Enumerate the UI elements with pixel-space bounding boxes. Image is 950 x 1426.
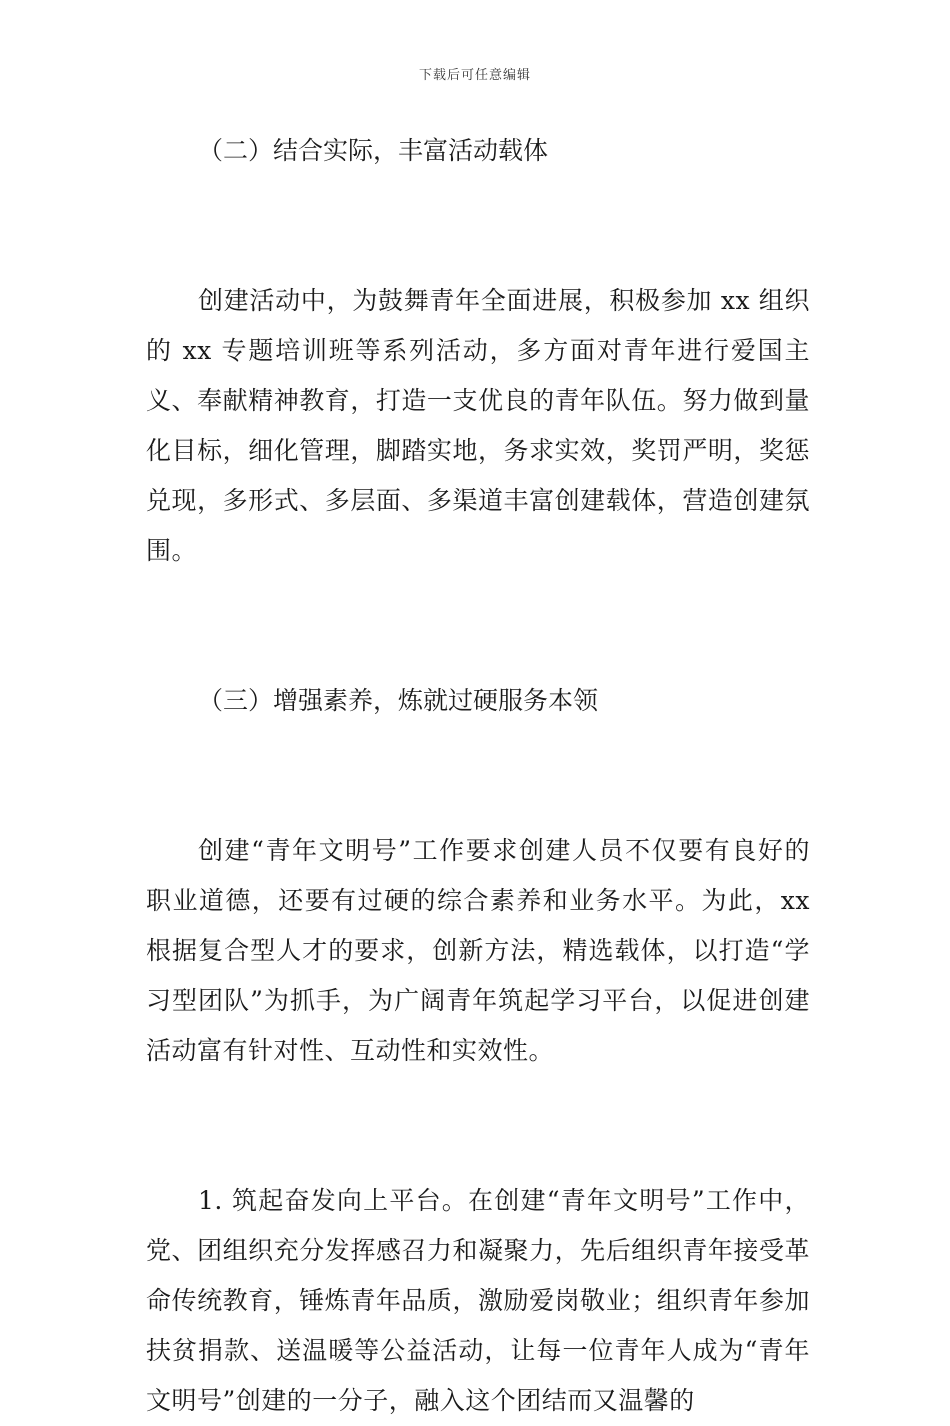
paragraph-gap <box>146 626 810 676</box>
section-heading-2: （二）结合实际，丰富活动载体 <box>198 136 549 165</box>
header-note: 下载后可任意编辑 <box>418 68 531 83</box>
paragraph-quality: 创建“青年文明号”工作要求创建人员不仅要有良好的职业道德，还要有过硬的综合素养和业务水平。为此，xx 根据复合型人才的要求，创新方法，精选载体，以打造“学习型团队”为抓手，为广阔青年筑起学习平台，以促进创建活动富有针对性、互动性和实效性。 <box>146 836 810 1065</box>
paragraph-gap <box>146 1076 810 1126</box>
paragraph-activity: 创建活动中，为鼓舞青年全面进展，积极参加 xx 组织的 xx 专题培训班等系列活动，多方面对青年进行爱国主义、奉献精神教育，打造一支优良的青年队伍。努力做到量化目标，细化管理，脚踏实地，务求实效，奖罚严明，奖惩兑现，多形式、多层面、多渠道丰富创建载体，营造创建氛围。 <box>146 286 810 565</box>
paragraph-gap <box>146 176 810 226</box>
paragraph-gap <box>146 576 810 626</box>
section-heading-3: （三）增强素养，炼就过硬服务本领 <box>198 686 599 715</box>
paragraph-gap <box>146 776 810 826</box>
paragraph-gap <box>146 226 810 276</box>
paragraph-gap <box>146 1126 810 1176</box>
paragraph-platform: 1. 筑起奋发向上平台。在创建“青年文明号”工作中，党、团组织充分发挥感召力和凝聚力，先后组织青年接受革命传统教育，锤炼青年品质，激励爱岗敬业；组织青年参加扶贫捐款、送温暖等公益活动，让每一位青年人成为“青年文明号”创建的一分子，融入这个团结而又温馨的 <box>146 1186 810 1415</box>
document-body <box>146 126 810 1426</box>
paragraph-gap <box>146 726 810 776</box>
